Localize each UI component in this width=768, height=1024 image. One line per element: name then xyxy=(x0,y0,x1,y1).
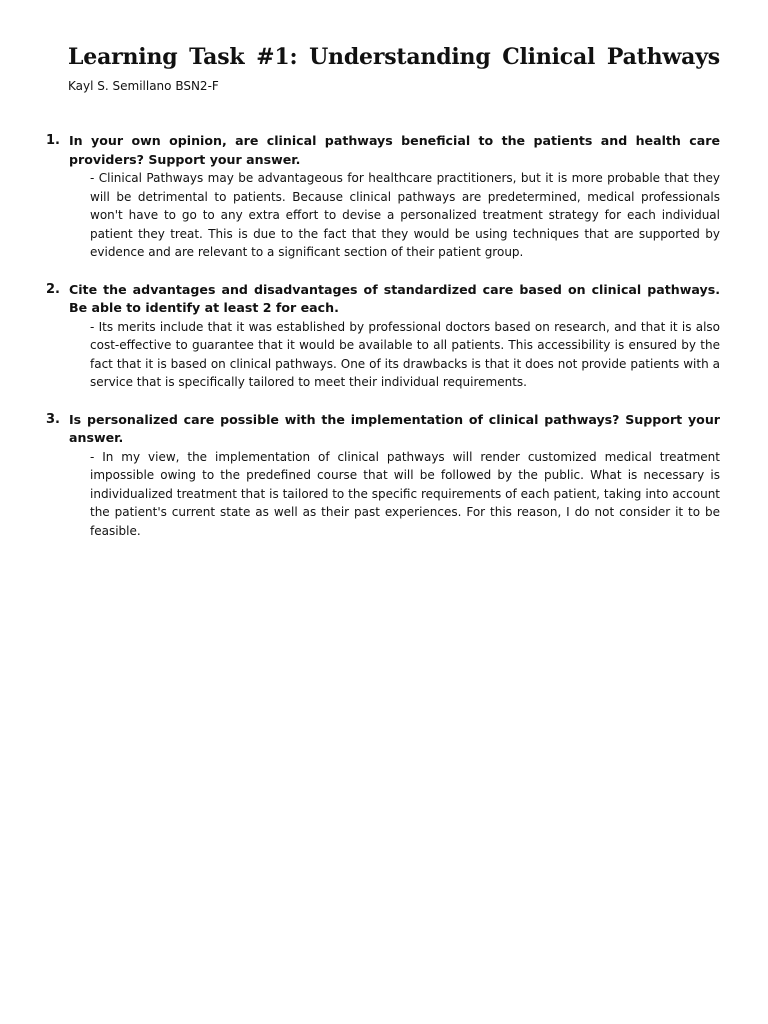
question-text: Cite the advantages and disadvantages of standardized care based on clinical pathways. Be able to identify at least 2 for each. xyxy=(69,281,720,315)
question-text: In your own opinion, are clinical pathways beneficial to the patients and health care providers? Support your answer. xyxy=(69,133,720,167)
document-title: Learning Task #1: Understanding Clinical Pathways xyxy=(68,44,720,70)
question-list xyxy=(48,132,720,540)
author-line: Kayl S. Semillano BSN2-F xyxy=(68,79,219,93)
question-item-3 xyxy=(48,411,720,541)
question-text: Is personalized care possible with the implementation of clinical pathways? Support your answer. xyxy=(69,411,720,445)
answer-text: - Its merits include that it was established by professional doctors based on research, and that it is also cost-effective to guarantee that it would be available to all patients. This accessibility is ensured by the fact that it is based on clinical pathways. One of its drawbacks is that it does not provide patients with a service that is specifically tailored to meet their individual requirements. xyxy=(90,319,720,389)
answer-text: - Clinical Pathways may be advantageous for healthcare practitioners, but it is more probable that they will be detrimental to patients. Because clinical pathways are predetermined, medical professionals won't have to go to any extra effort to devise a personalized treatment strategy for each individual patient they treat. This is due to the fact that they would be using techniques that are supported by evidence and are relevant to a significant section of their patient group. xyxy=(90,171,720,259)
question-item-2 xyxy=(48,281,720,392)
answer-text: - In my view, the implementation of clinical pathways will render customized medical treatment impossible owing to the predefined course that will be followed by the public. What is necessary is individualized treatment that is tailored to the specific requirements of each patient, taking into account the patient's current state as well as their past experiences. For this reason, I do not consider it to be feasible. xyxy=(90,449,720,538)
question-number: 2. xyxy=(46,281,60,297)
question-number: 1. xyxy=(46,133,60,148)
question-item-1 xyxy=(48,132,720,262)
question-number: 3. xyxy=(46,411,60,427)
